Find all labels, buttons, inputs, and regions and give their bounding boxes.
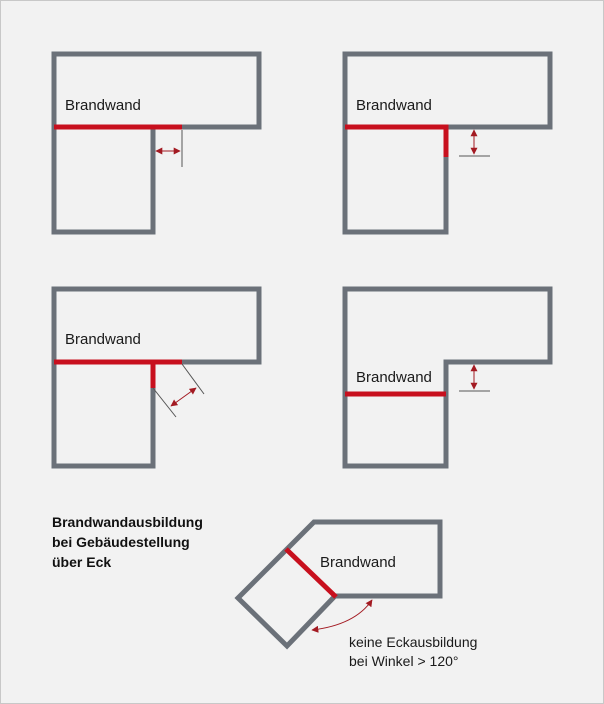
label-brandwand: Brandwand	[356, 97, 432, 114]
dimension-arrow	[171, 388, 196, 406]
building-outline	[54, 54, 259, 127]
diagram-5	[238, 522, 440, 646]
label-brandwand: Brandwand	[356, 369, 432, 386]
label-brandwand: Brandwand	[320, 554, 396, 571]
note-line: bei Winkel > 120°	[349, 653, 459, 669]
diagram-3	[54, 289, 259, 466]
angle-note	[349, 634, 477, 669]
building-outline	[238, 522, 440, 646]
building-outline	[345, 54, 550, 127]
note-line: keine Eckausbildung	[349, 634, 478, 650]
dimension-extension	[153, 388, 176, 417]
label-brandwand: Brandwand	[65, 331, 141, 348]
building-outline	[345, 394, 446, 466]
building-outline	[345, 127, 446, 232]
dimension-extension	[182, 364, 204, 394]
diagram-4	[345, 289, 550, 466]
caption-line: Brandwandausbildung	[52, 514, 203, 530]
building-outline	[54, 362, 153, 466]
angle-arc	[312, 600, 372, 630]
building-outline	[54, 127, 153, 232]
fire-wall	[345, 127, 446, 157]
label-brandwand: Brandwand	[65, 97, 141, 114]
building-outline	[54, 289, 259, 362]
caption	[52, 514, 203, 570]
caption-line: bei Gebäudestellung	[52, 534, 190, 550]
diagram-2	[345, 54, 550, 232]
caption-line: über Eck	[52, 554, 112, 570]
diagram-1	[54, 54, 259, 232]
